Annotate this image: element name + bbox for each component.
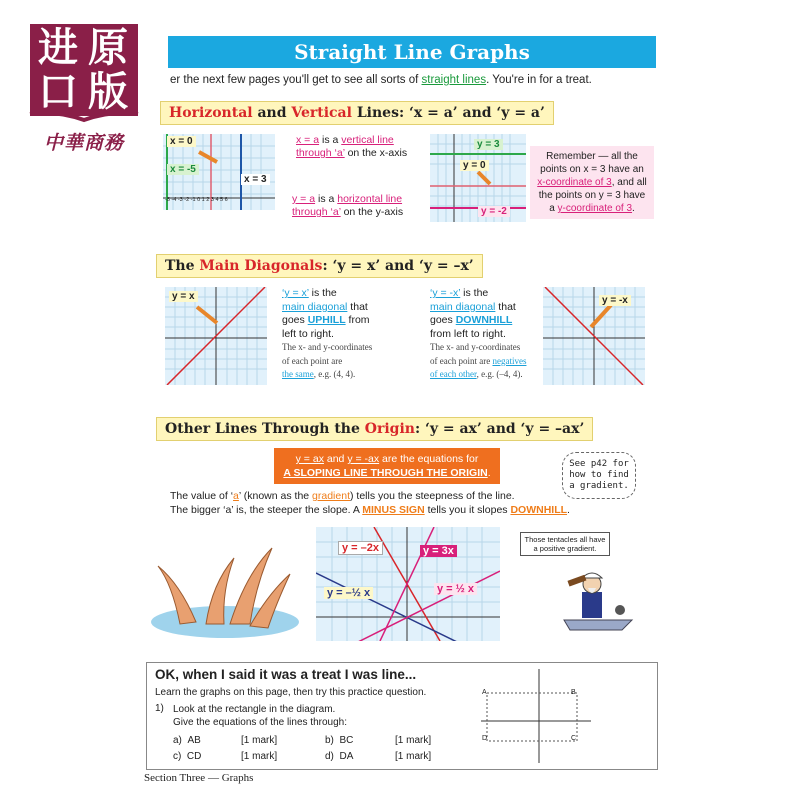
desc-part: of each other <box>430 369 477 379</box>
note-part: through ‘a’ <box>296 147 345 159</box>
text-part: tells you it slopes <box>424 504 511 516</box>
desc-part: ‘y = -x’ <box>430 287 461 299</box>
heading-word: Lines: ‘x = a’ and ‘y = a’ <box>351 105 545 121</box>
heading-word: Main Diagonals <box>199 258 323 274</box>
gradient-explanation <box>170 489 570 517</box>
part-mark: [1 mark] <box>395 735 432 746</box>
note-part: is a <box>315 193 338 205</box>
practice-intro: Learn the graphs on this page, then try this practice question. <box>155 687 427 698</box>
part-letter: c) <box>173 751 182 762</box>
text-part: gradient <box>312 490 350 502</box>
desc-part: goes <box>430 314 456 326</box>
desc-part: is the <box>460 287 489 299</box>
desc-part: the same <box>282 369 314 379</box>
footer-section-label: Section Three — Graphs <box>144 772 254 784</box>
note-part: on the x-axis <box>344 147 408 159</box>
point-label: D <box>482 735 488 742</box>
heading-word: Horizontal <box>169 105 253 121</box>
heading-word: Origin <box>364 421 415 437</box>
note-part: y-coordinate of 3 <box>557 203 633 214</box>
part-line: AB <box>187 735 201 746</box>
desc-part: The x- and y-coordinates <box>430 342 521 352</box>
line-label: y = 3 <box>474 139 503 150</box>
point-label: A <box>482 689 487 696</box>
question-text <box>173 703 347 729</box>
logo-char: 进 <box>38 25 78 71</box>
vertical-line-note <box>296 134 431 160</box>
note-part: a <box>549 203 558 214</box>
note-part: . <box>632 203 635 214</box>
practice-heading: OK, when I said it was a treat I was line... <box>155 667 417 682</box>
desc-part: that <box>347 300 368 313</box>
banner-part: y = -ax <box>347 453 380 465</box>
note-part: through ‘a’ <box>292 206 341 218</box>
line-label: y = 3x <box>420 545 457 557</box>
part-mark: [1 mark] <box>241 751 278 762</box>
note-part: points on x = 3 have an <box>540 164 644 175</box>
desc-part: The x- and y-coordinates <box>282 342 373 352</box>
gradient-bubble: See p42 for how to find a gradient. <box>562 452 636 499</box>
desc-part: of each point are <box>430 355 493 366</box>
note-part: x = a <box>296 134 320 146</box>
sailor-illustration <box>560 558 640 632</box>
note-part: the points on y = 3 have <box>538 190 646 201</box>
banner-part: A SLOPING LINE THROUGH THE ORIGIN <box>283 467 488 479</box>
y-equals-minus-x-description <box>430 287 545 382</box>
heading-word: : ‘y = x’ and ‘y = –x’ <box>322 258 474 274</box>
heading-word: The <box>165 258 200 274</box>
answer-part <box>325 751 353 762</box>
section-heading-main-diagonals <box>156 254 483 278</box>
desc-part: from left to right. <box>430 327 506 340</box>
part-mark: [1 mark] <box>241 735 278 746</box>
text-part: The value of ‘ <box>170 490 234 502</box>
banner-part: . <box>487 467 491 479</box>
line-label: x = 3 <box>241 174 270 185</box>
horizontal-line-note <box>292 193 427 219</box>
point-label: C <box>571 735 577 742</box>
line-label: y = 0 <box>460 160 489 171</box>
desc-part: main diagonal <box>430 300 496 313</box>
answer-part <box>325 735 353 746</box>
banner-part: y = ax <box>295 453 324 465</box>
graph-y-equals-minus-x <box>543 287 645 385</box>
axis-ticks: -5 -4 -3 -2 -1 0 1 2 3 4 5 6 <box>165 197 228 203</box>
rectangle-diagram <box>481 669 591 763</box>
part-line: BC <box>339 735 354 746</box>
point-label: B <box>571 689 576 696</box>
desc-part: , e.g. (–4, 4). <box>476 369 523 379</box>
desc-part: negatives <box>492 355 527 366</box>
part-letter: d) <box>325 751 334 762</box>
desc-part: of each point are <box>282 355 343 366</box>
logo-char: 原 <box>88 25 128 71</box>
speech-bubble: Those tentacles all have a positive gradient. <box>520 532 610 556</box>
note-part: Remember — all the <box>546 151 638 162</box>
heading-word: Vertical <box>291 105 352 121</box>
text-part: DOWNHILL <box>510 504 568 516</box>
desc-part: from <box>345 314 370 326</box>
graph-y-equals-x <box>165 287 267 385</box>
desc-part: DOWNHILL <box>455 314 513 326</box>
banner-part: are the equations for <box>379 453 479 465</box>
desc-part: UPHILL <box>307 314 346 326</box>
book-icon <box>26 112 142 126</box>
page-title: Straight Line Graphs <box>168 36 656 68</box>
line-label: y = -2 <box>478 206 510 217</box>
tentacles-illustration <box>150 544 300 640</box>
text-part: a <box>233 490 239 502</box>
desc-part: , e.g. (4, 4). <box>313 369 356 379</box>
heading-word: Other Lines Through the <box>165 421 365 437</box>
answer-part <box>173 751 201 762</box>
part-line: CD <box>186 751 202 762</box>
desc-part: is the <box>308 287 337 299</box>
logo-char: 口 <box>38 69 78 115</box>
desc-part: main diagonal <box>282 300 348 313</box>
graph-sloping-lines <box>316 527 500 641</box>
text-part: MINUS SIGN <box>362 504 425 516</box>
graph-vertical-lines <box>163 134 275 210</box>
desc-part: ‘y = x’ <box>282 287 309 299</box>
y-equals-x-description <box>282 287 422 382</box>
line-label: y = -x <box>599 295 631 306</box>
text-part: . <box>567 504 570 516</box>
intro-after: . You're in for a treat. <box>486 74 592 86</box>
line-label: y = ½ x <box>434 583 477 595</box>
desc-part: left to right. <box>282 327 334 340</box>
publisher-name: 中華商務 <box>43 132 124 154</box>
note-part: on the y-axis <box>340 206 404 218</box>
remember-note <box>530 146 654 219</box>
text-part: The bigger ‘a’ is, the steeper the slope. A <box>170 504 363 516</box>
line-label: y = –½ x <box>324 587 373 599</box>
logo-char: 版 <box>88 69 128 115</box>
note-part: x-coordinate of 3 <box>537 177 612 188</box>
line-label: x = -5 <box>167 164 199 175</box>
graph-horizontal-lines <box>430 134 526 222</box>
line-label: y = –2x <box>338 541 383 555</box>
sloping-line-banner <box>274 448 500 484</box>
note-part: vertical line <box>341 134 394 146</box>
publisher-logo <box>30 24 138 116</box>
text-part: ’ (known as the <box>238 490 313 502</box>
part-letter: b) <box>325 735 334 746</box>
part-line: DA <box>339 751 354 762</box>
line-label: y = x <box>169 291 198 302</box>
line-label: x = 0 <box>167 136 196 147</box>
answer-part <box>173 735 201 746</box>
note-part: is a <box>319 134 342 146</box>
practice-box <box>146 662 658 770</box>
heading-word: : ‘y = ax’ and ‘y = –ax’ <box>414 421 585 437</box>
desc-part: goes <box>282 314 308 326</box>
note-part: , and all <box>611 177 647 188</box>
note-part: horizontal line <box>337 193 403 205</box>
text-part: ) tells you the steepness of the line. <box>350 490 515 502</box>
note-part: y = a <box>292 193 316 205</box>
desc-part: that <box>495 300 516 313</box>
question-line: Look at the rectangle in the diagram. <box>173 704 336 715</box>
question-line: Give the equations of the lines through: <box>173 717 348 728</box>
part-letter: a) <box>173 735 182 746</box>
section-heading-origin <box>156 417 593 441</box>
question-number: 1) <box>155 703 164 714</box>
intro-link: straight lines <box>421 74 487 86</box>
banner-part: and <box>323 453 348 465</box>
section-heading-horizontal-vertical <box>160 101 554 125</box>
heading-word: and <box>252 105 292 121</box>
part-mark: [1 mark] <box>395 751 432 762</box>
intro-text <box>170 74 592 86</box>
intro-before: er the next few pages you'll get to see all sorts of <box>170 74 422 86</box>
